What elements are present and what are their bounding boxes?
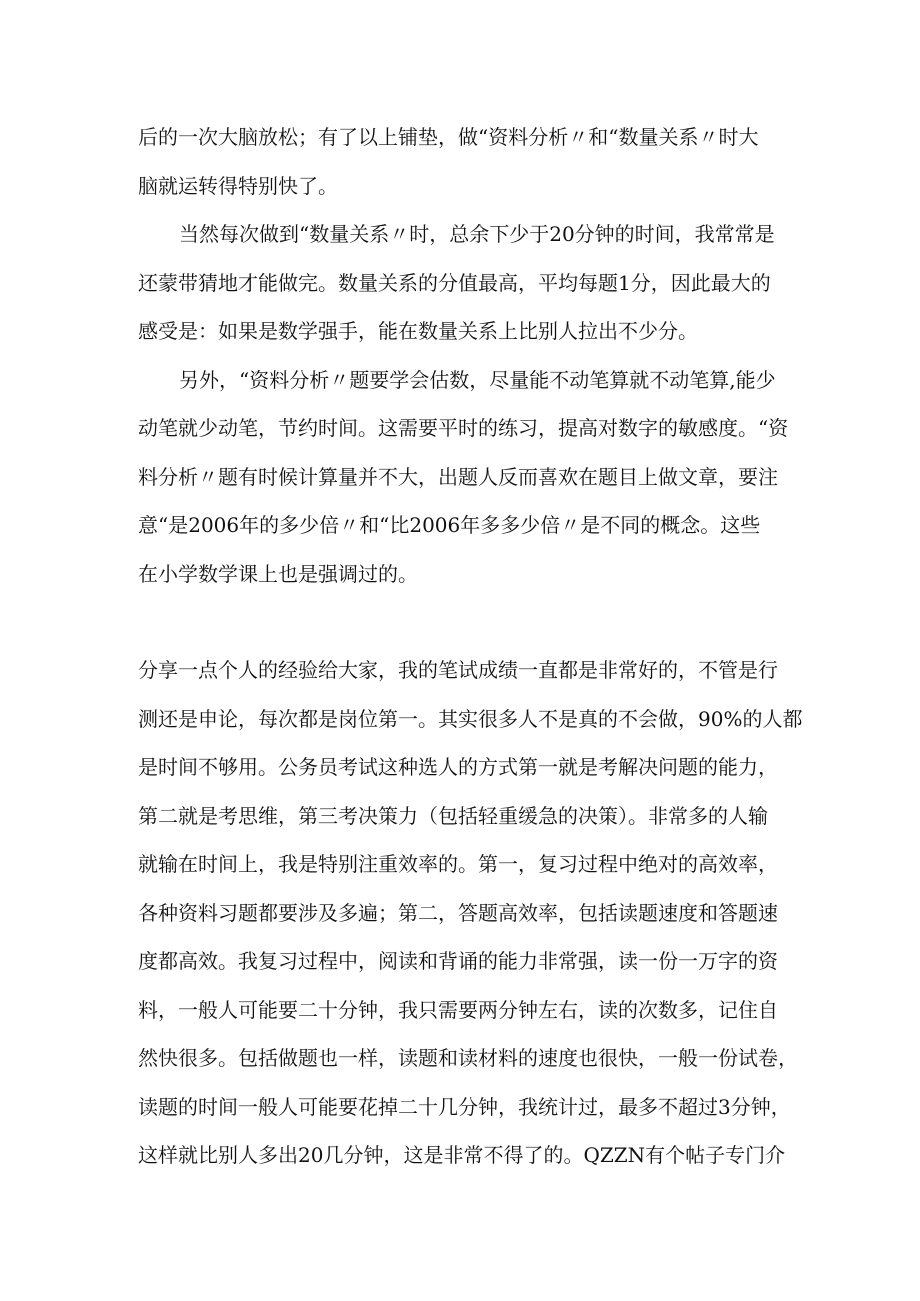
paragraph-gap bbox=[138, 598, 786, 646]
text-line: 感受是：如果是数学强手，能在数量关系上比别人拉出不少分。 bbox=[138, 319, 698, 343]
paragraph-2 bbox=[138, 210, 786, 356]
text-line: 后的一次大脑放松；有了以上铺垫，做“资料分析〃和“数量关系〃时大 bbox=[138, 125, 759, 149]
text-line: 各种资料习题都要涉及多遍；第二，答题高效率，包括读题速度和答题速 bbox=[138, 900, 778, 925]
text-line: 这样就比别人多出20几分钟，这是非常不得了的。QZZN有个帖子专门介 bbox=[138, 1143, 786, 1167]
paragraph-1 bbox=[138, 113, 786, 210]
text-line: 然快很多。包括做题也一样，读题和读材料的速度也很快，一般一份试卷， bbox=[138, 1046, 798, 1070]
text-line: 读题的时间一般人可能要花掉二十几分钟，我统计过，最多不超过3分钟， bbox=[138, 1094, 791, 1119]
document-body bbox=[138, 113, 803, 1180]
text-line: 在小学数学课上也是强调过的。 bbox=[138, 561, 418, 586]
text-line: 另外，“资料分析〃题要学会估数，尽量能不动笔算就不动笔算,能少 bbox=[179, 367, 776, 392]
text-line: 就输在时间上，我是特别注重效率的。第一，复习过程中绝对的高效率， bbox=[138, 852, 778, 876]
text-line: 料分析〃题有时候计算量并不大，出题人反而喜欢在题目上做文章，要注 bbox=[138, 464, 778, 489]
text-line: 脑就运转得特别快了。 bbox=[138, 173, 338, 198]
text-line: 第二就是考思维，第三考决策力（包括轻重缓急的决策）。非常多的人输 bbox=[138, 803, 768, 828]
text-line: 意“是2006年的多少倍〃和“比2006年多多少倍〃是不同的概念。这些 bbox=[138, 513, 761, 537]
text-line: 料，一般人可能要二十分钟，我只需要两分钟左右，读的次数多，记住自 bbox=[138, 997, 778, 1022]
text-line: 度都高效。我复习过程中，阅读和背诵的能力非常强，读一份一万字的资 bbox=[138, 949, 778, 973]
paragraph-4 bbox=[138, 646, 803, 1180]
text-line: 是时间不够用。公务员考试这种选人的方式第一就是考解决问题的能力， bbox=[138, 755, 778, 779]
text-line: 还蒙带猜地才能做完。数量关系的分值最高，平均每题1分，因此最大的 bbox=[138, 270, 771, 295]
text-line: 当然每次做到“数量关系〃时，总余下少于20分钟的时间，我常常是 bbox=[179, 222, 775, 246]
text-line: 动笔就少动笔，节约时间。这需要平时的练习，提高对数字的敏感度。“资 bbox=[138, 416, 789, 440]
text-line: 测还是申论，每次都是岗位第一。其实很多人不是真的不会做，90%的人都 bbox=[138, 706, 803, 731]
text-line: 分享一点个人的经验给大家，我的笔试成绩一直都是非常好的，不管是行 bbox=[138, 658, 778, 682]
paragraph-3 bbox=[138, 356, 789, 599]
